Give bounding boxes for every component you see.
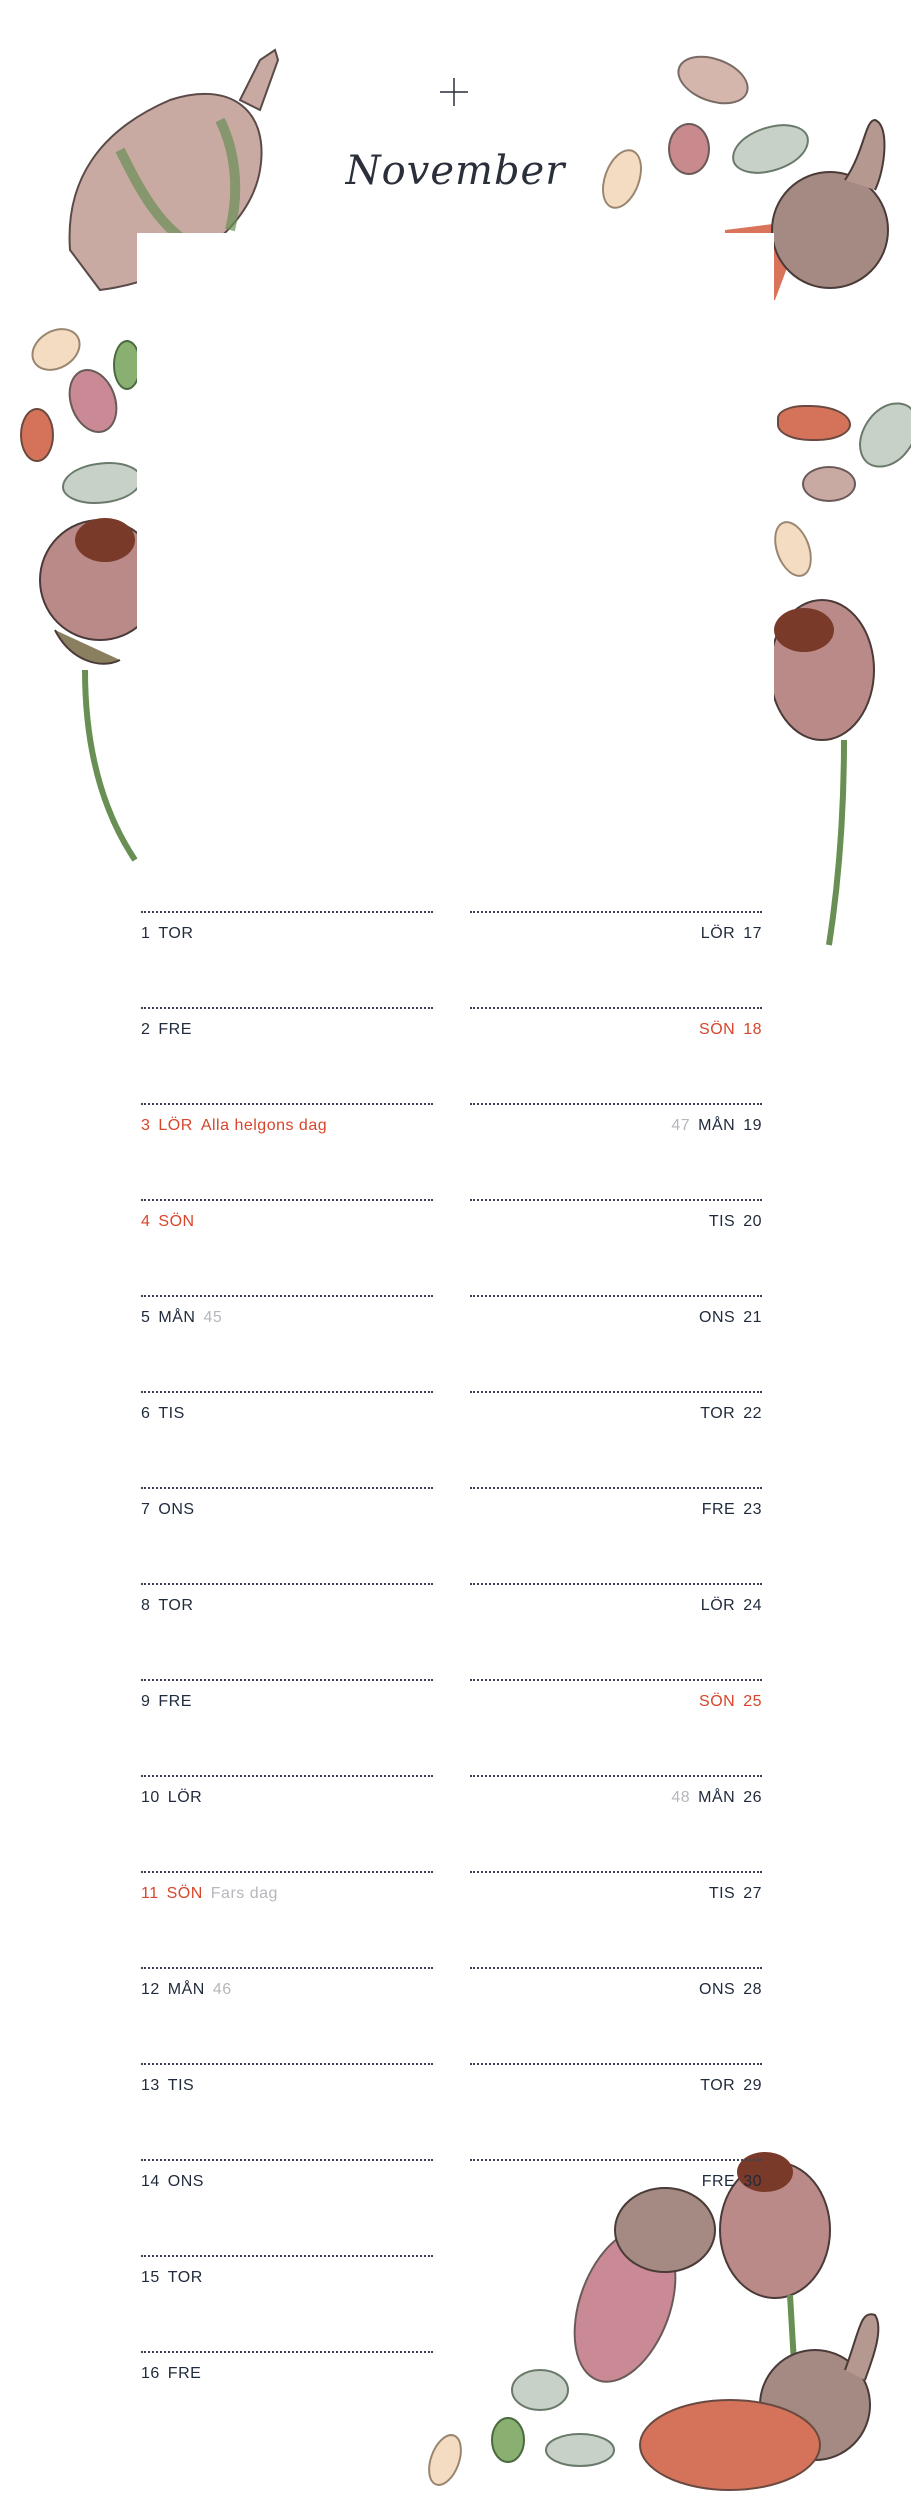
dotted-rule bbox=[141, 1775, 433, 1777]
weekday: FRE bbox=[158, 1021, 192, 1038]
month-title: November bbox=[345, 148, 566, 194]
day-number: 29 bbox=[743, 2077, 762, 2094]
day-entry bbox=[141, 1007, 433, 1103]
seed-illustration bbox=[802, 466, 856, 502]
day-entry bbox=[141, 2255, 433, 2351]
day-number: 12 bbox=[141, 1981, 160, 1998]
dotted-rule bbox=[141, 1871, 433, 1873]
day-row bbox=[141, 1021, 433, 1039]
day-number: 9 bbox=[141, 1693, 151, 1710]
weekday: TOR bbox=[700, 1405, 736, 1422]
day-row bbox=[470, 1213, 762, 1231]
weekday: MÅN bbox=[158, 1309, 196, 1326]
dotted-rule bbox=[141, 2255, 433, 2257]
day-entry bbox=[470, 1487, 762, 1583]
weekday: TIS bbox=[158, 1405, 185, 1422]
dotted-rule bbox=[470, 911, 762, 913]
day-entry bbox=[470, 1007, 762, 1103]
dotted-rule bbox=[141, 1583, 433, 1585]
weekday: LÖR bbox=[158, 1117, 193, 1134]
day-number: 5 bbox=[141, 1309, 151, 1326]
dotted-rule bbox=[141, 1487, 433, 1489]
weekday: SÖN bbox=[158, 1213, 195, 1230]
day-row bbox=[470, 1501, 762, 1519]
weekday: SÖN bbox=[166, 1885, 203, 1902]
weekday: ONS bbox=[699, 1309, 736, 1326]
week-number: 45 bbox=[203, 1309, 223, 1326]
day-row bbox=[470, 1597, 762, 1615]
day-entry bbox=[470, 1775, 762, 1871]
day-entry bbox=[470, 1199, 762, 1295]
weekday: TOR bbox=[158, 925, 194, 942]
weekday: MÅN bbox=[167, 1981, 205, 1998]
dotted-rule bbox=[141, 1103, 433, 1105]
day-entry bbox=[470, 911, 762, 1007]
weekday: ONS bbox=[158, 1501, 195, 1518]
dotted-rule bbox=[141, 2159, 433, 2161]
day-row bbox=[470, 1693, 762, 1711]
day-number: 3 bbox=[141, 1117, 151, 1134]
day-number: 21 bbox=[743, 1309, 762, 1326]
day-row bbox=[141, 925, 433, 943]
day-row bbox=[470, 1405, 762, 1423]
day-row bbox=[141, 1405, 433, 1423]
day-entry bbox=[470, 1295, 762, 1391]
day-row bbox=[141, 1693, 433, 1711]
day-number: 15 bbox=[141, 2269, 160, 2286]
dotted-rule bbox=[470, 1391, 762, 1393]
seed-illustration bbox=[20, 408, 54, 462]
dotted-rule bbox=[470, 2063, 762, 2065]
day-row bbox=[141, 1501, 433, 1519]
dotted-rule bbox=[470, 1007, 762, 1009]
day-number: 14 bbox=[141, 2173, 160, 2190]
weekday: TIS bbox=[708, 1213, 736, 1230]
day-entry bbox=[141, 1871, 433, 1967]
weekday: TOR bbox=[158, 1597, 194, 1614]
day-entry bbox=[141, 1103, 433, 1199]
dotted-rule bbox=[470, 1295, 762, 1297]
day-row bbox=[141, 1309, 433, 1327]
day-number: 24 bbox=[743, 1597, 762, 1614]
photo-area bbox=[137, 233, 774, 845]
day-row bbox=[141, 2365, 433, 2383]
weekday: ONS bbox=[167, 2173, 204, 2190]
day-number: 16 bbox=[141, 2365, 160, 2382]
dotted-rule bbox=[141, 1007, 433, 1009]
weekday: TIS bbox=[167, 2077, 195, 2094]
day-number: 4 bbox=[141, 1213, 151, 1230]
day-row bbox=[470, 2173, 762, 2191]
weekday: TIS bbox=[708, 1885, 736, 1902]
day-entry bbox=[141, 1967, 433, 2063]
day-entry bbox=[141, 1391, 433, 1487]
day-row bbox=[141, 2173, 433, 2191]
poppy-pod-illustration bbox=[30, 510, 138, 870]
day-entry bbox=[141, 1775, 433, 1871]
weekday: LÖR bbox=[700, 1597, 736, 1614]
dotted-rule bbox=[470, 1199, 762, 1201]
day-entry bbox=[141, 2063, 433, 2159]
plus-icon bbox=[440, 78, 468, 106]
day-number: 11 bbox=[141, 1885, 159, 1902]
day-entry bbox=[141, 911, 433, 1007]
day-number: 13 bbox=[141, 2077, 160, 2094]
day-entry bbox=[470, 1391, 762, 1487]
dotted-rule bbox=[141, 1679, 433, 1681]
day-number: 2 bbox=[141, 1021, 151, 1038]
weekday: FRE bbox=[701, 1501, 736, 1518]
week-number: 46 bbox=[212, 1981, 232, 1998]
day-entry bbox=[470, 1583, 762, 1679]
dotted-rule bbox=[141, 1295, 433, 1297]
dotted-rule bbox=[470, 1679, 762, 1681]
dotted-rule bbox=[470, 1967, 762, 1969]
holiday-note: Fars dag bbox=[210, 1885, 278, 1902]
day-row bbox=[141, 1981, 433, 1999]
day-entry bbox=[470, 2063, 762, 2159]
weekday: SÖN bbox=[699, 1693, 736, 1710]
day-number: 28 bbox=[743, 1981, 762, 1998]
day-number: 10 bbox=[141, 1789, 160, 1806]
day-number: 8 bbox=[141, 1597, 151, 1614]
day-number: 22 bbox=[743, 1405, 762, 1422]
day-row bbox=[470, 925, 762, 943]
day-number: 6 bbox=[141, 1405, 151, 1422]
day-entry bbox=[141, 1583, 433, 1679]
seed-illustration bbox=[767, 516, 819, 582]
day-entry bbox=[141, 2351, 433, 2447]
day-number: 1 bbox=[141, 925, 151, 942]
dotted-rule bbox=[470, 1871, 762, 1873]
dotted-rule bbox=[141, 2351, 433, 2353]
day-row bbox=[470, 1885, 762, 1903]
day-number: 7 bbox=[141, 1501, 151, 1518]
day-number: 17 bbox=[743, 925, 762, 942]
day-entry bbox=[470, 2159, 762, 2255]
poppy-pod-illustration bbox=[774, 590, 884, 950]
dotted-rule bbox=[141, 911, 433, 913]
dotted-rule bbox=[470, 1487, 762, 1489]
day-number: 19 bbox=[743, 1117, 762, 1134]
day-row bbox=[141, 1213, 433, 1231]
day-number: 25 bbox=[743, 1693, 762, 1710]
day-number: 27 bbox=[743, 1885, 762, 1902]
day-row bbox=[141, 1885, 433, 1903]
day-row bbox=[141, 1117, 433, 1135]
day-entry bbox=[141, 1487, 433, 1583]
seed-illustration bbox=[62, 462, 142, 504]
seed-illustration bbox=[852, 393, 911, 477]
dotted-rule bbox=[470, 2159, 762, 2161]
day-row bbox=[141, 2077, 433, 2095]
day-row bbox=[470, 1021, 762, 1039]
day-number: 26 bbox=[743, 1789, 762, 1806]
day-entry bbox=[470, 1103, 762, 1199]
weekday: MÅN bbox=[698, 1117, 736, 1134]
dotted-rule bbox=[470, 1775, 762, 1777]
day-row bbox=[470, 1117, 762, 1135]
day-entry bbox=[141, 1199, 433, 1295]
day-entry bbox=[470, 1967, 762, 2063]
week-number: 47 bbox=[671, 1117, 691, 1134]
day-number: 23 bbox=[743, 1501, 762, 1518]
dotted-rule bbox=[141, 1967, 433, 1969]
day-entry bbox=[141, 2159, 433, 2255]
weekday: SÖN bbox=[699, 1021, 736, 1038]
seed-illustration bbox=[777, 405, 851, 441]
weekday: TOR bbox=[700, 2077, 736, 2094]
day-row bbox=[141, 1597, 433, 1615]
day-number: 20 bbox=[743, 1213, 762, 1230]
day-entry bbox=[141, 1295, 433, 1391]
dotted-rule bbox=[141, 1391, 433, 1393]
weekday: LÖR bbox=[700, 925, 736, 942]
weekday: MÅN bbox=[698, 1789, 736, 1806]
weekday: FRE bbox=[701, 2173, 736, 2190]
week-number: 48 bbox=[671, 1789, 691, 1806]
day-row bbox=[470, 1309, 762, 1327]
weekday: FRE bbox=[167, 2365, 202, 2382]
day-row bbox=[470, 2077, 762, 2095]
weekday: TOR bbox=[167, 2269, 203, 2286]
day-row bbox=[141, 1789, 433, 1807]
day-number: 18 bbox=[743, 1021, 762, 1038]
day-row bbox=[470, 1789, 762, 1807]
weekday: ONS bbox=[699, 1981, 736, 1998]
day-row bbox=[141, 2269, 433, 2287]
weekday: LÖR bbox=[167, 1789, 203, 1806]
dotted-rule bbox=[141, 1199, 433, 1201]
dotted-rule bbox=[470, 1583, 762, 1585]
day-entry bbox=[141, 1679, 433, 1775]
holiday-note: Alla helgons dag bbox=[200, 1117, 328, 1134]
day-entry bbox=[470, 1871, 762, 1967]
seed-illustration bbox=[671, 47, 756, 114]
weekday: FRE bbox=[158, 1693, 192, 1710]
day-row bbox=[470, 1981, 762, 1999]
day-number: 30 bbox=[743, 2173, 762, 2190]
dotted-rule bbox=[141, 2063, 433, 2065]
day-entry bbox=[470, 1679, 762, 1775]
dotted-rule bbox=[470, 1103, 762, 1105]
